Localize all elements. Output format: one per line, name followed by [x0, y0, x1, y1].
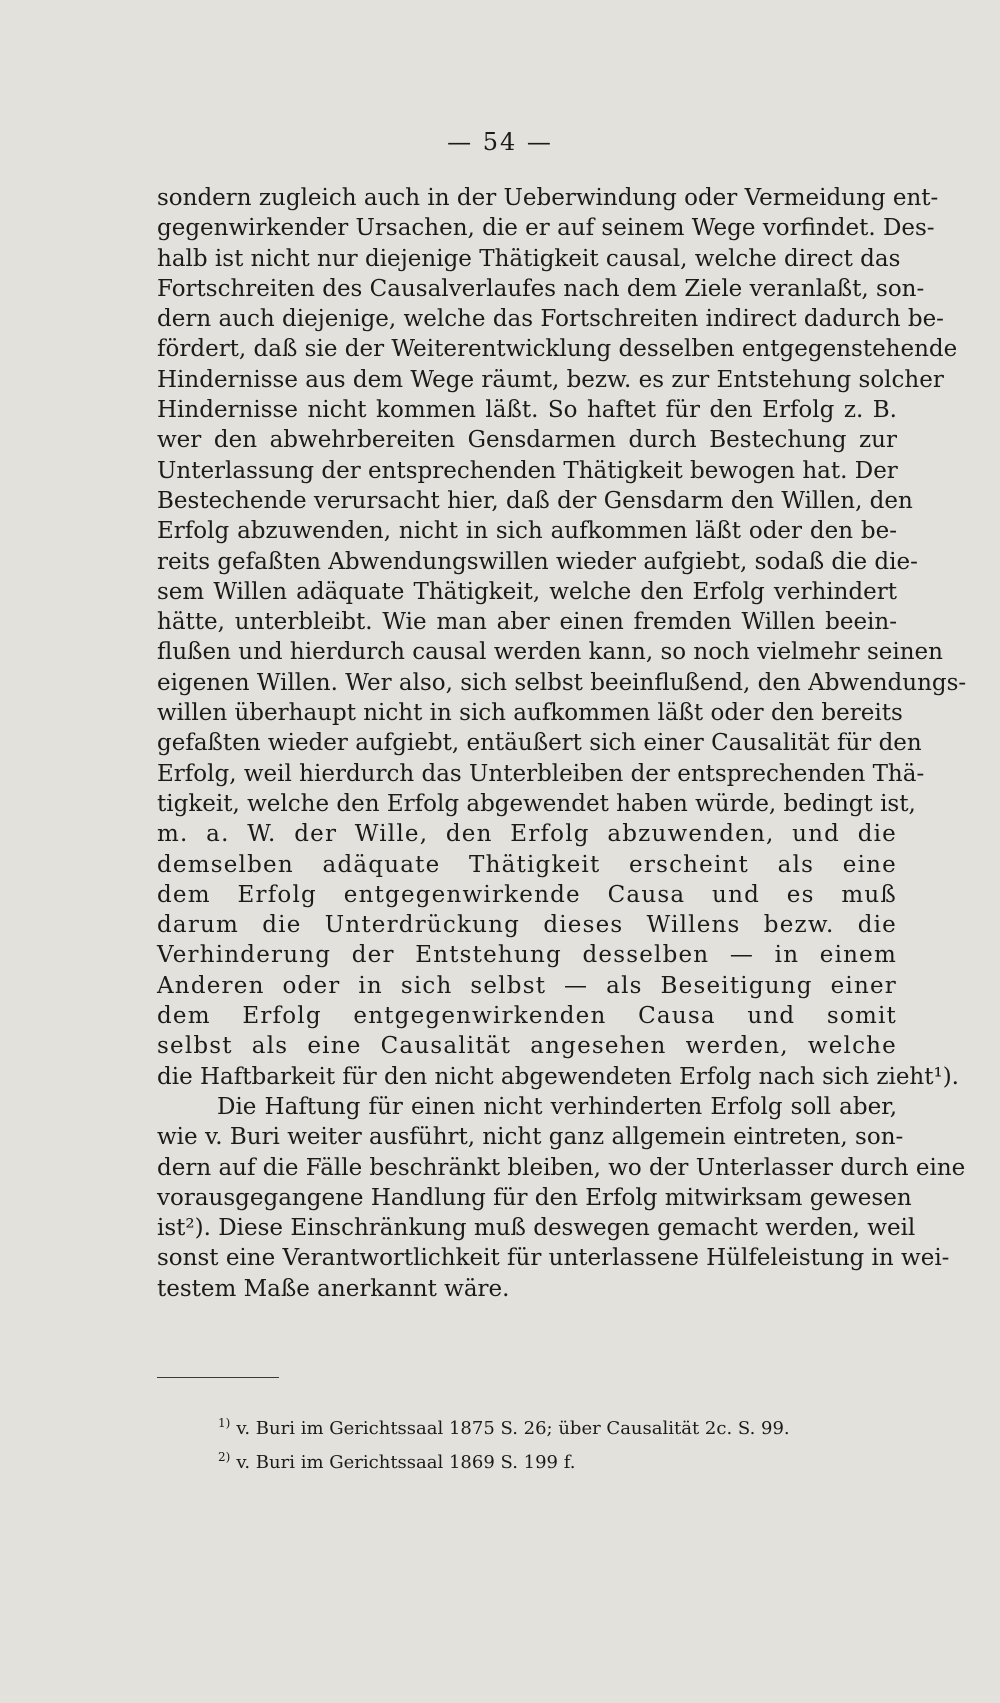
text-line: Anderen oder in sich selbst — als Beseitigung einer — [157, 972, 897, 999]
text-line: m. a. W. der Wille, den Erfolg abzuwenden, und die — [157, 821, 897, 848]
text-line: wer den abwehrbereiten Gensdarmen durch Bestechung zur — [157, 427, 897, 454]
text-line: dem Erfolg entgegenwirkenden Causa und somit — [157, 1003, 897, 1030]
text-line: eigenen Willen. Wer also, sich selbst beeinflußend, den Abwendungs- — [157, 669, 967, 696]
text-line: reits gefaßten Abwendungswillen wieder aufgiebt, sodaß die die- — [157, 548, 918, 575]
text-line: die Haftbarkeit für den nicht abgewendeten Erfolg nach sich zieht¹). — [157, 1063, 959, 1090]
text-line: Die Haftung für einen nicht verhinderten Erfolg soll aber, — [217, 1093, 897, 1120]
page-number: — 54 — — [447, 128, 553, 156]
text-line: willen überhaupt nicht in sich aufkommen läßt oder den bereits — [157, 700, 903, 727]
footnote-marker: 2) — [218, 1450, 231, 1464]
text-line: Unterlassung der entsprechenden Thätigkeit bewogen hat. Der — [157, 457, 898, 484]
text-line: dem Erfolg entgegenwirkende Causa und es muß — [157, 881, 897, 908]
body-text — [157, 183, 967, 1304]
text-line: hätte, unterbleibt. Wie man aber einen fremden Willen beein- — [157, 609, 897, 636]
text-line: Verhinderung der Entstehung desselben — in einem — [157, 942, 897, 969]
text-line: Hindernisse nicht kommen läßt. So haftet für den Erfolg z. B. — [157, 397, 897, 424]
text-line: gefaßten wieder aufgiebt, entäußert sich einer Causalität für den — [157, 730, 922, 757]
text-line: Fortschreiten des Causalverlaufes nach dem Ziele veranlaßt, son- — [157, 275, 925, 302]
footnote-text: v. Buri im Gerichtssaal 1869 S. 199 f. — [236, 1452, 576, 1473]
footnote-marker: 1) — [218, 1416, 231, 1430]
text-line: wie v. Buri weiter ausführt, nicht ganz allgemein eintreten, son- — [157, 1124, 904, 1151]
text-line: Erfolg, weil hierdurch das Unterbleiben der entsprechenden Thä- — [157, 760, 925, 787]
footnotes — [218, 1409, 898, 1477]
footnote-separator — [157, 1377, 279, 1378]
text-line: vorausgegangene Handlung für den Erfolg mitwirksam gewesen — [157, 1184, 912, 1211]
text-line: demselben adäquate Thätigkeit erscheint als eine — [157, 851, 897, 878]
text-line: fördert, daß sie der Weiterentwicklung desselben entgegenstehende — [157, 336, 958, 363]
text-line: flußen und hierdurch causal werden kann, so noch vielmehr seinen — [157, 639, 943, 666]
text-line: ist²). Diese Einschränkung muß deswegen gemacht werden, weil — [157, 1215, 916, 1242]
footnote — [218, 1443, 898, 1477]
footnote-text: v. Buri im Gerichtssaal 1875 S. 26; über Causalität 2c. S. 99. — [236, 1418, 790, 1439]
text-line: tigkeit, welche den Erfolg abgewendet haben würde, bedingt ist, — [157, 790, 916, 817]
footnote — [218, 1409, 898, 1443]
text-line: halb ist nicht nur diejenige Thätigkeit causal, welche direct das — [157, 245, 901, 272]
text-line: Erfolg abzuwenden, nicht in sich aufkommen läßt oder den be- — [157, 518, 897, 545]
text-line: dern auf die Fälle beschränkt bleiben, wo der Unterlasser durch eine — [157, 1154, 966, 1181]
text-line: Bestechende verursacht hier, daß der Gensdarm den Willen, den — [157, 487, 913, 514]
text-line: dern auch diejenige, welche das Fortschreiten indirect dadurch be- — [157, 306, 944, 333]
text-line: sem Willen adäquate Thätigkeit, welche den Erfolg verhindert — [157, 578, 897, 605]
text-line: gegenwirkender Ursachen, die er auf seinem Wege vorfindet. Des- — [157, 215, 935, 242]
text-line: testem Maße anerkannt wäre. — [157, 1275, 510, 1302]
text-line: sonst eine Verantwortlichkeit für unterlassene Hülfeleistung in wei- — [157, 1245, 950, 1272]
text-line: sondern zugleich auch in der Ueberwindung oder Vermeidung ent- — [157, 185, 939, 211]
text-line: darum die Unterdrückung dieses Willens bezw. die — [157, 912, 897, 939]
text-line: Hindernisse aus dem Wege räumt, bezw. es zur Entstehung solcher — [157, 366, 944, 393]
text-line: selbst als eine Causalität angesehen werden, welche — [157, 1033, 897, 1060]
